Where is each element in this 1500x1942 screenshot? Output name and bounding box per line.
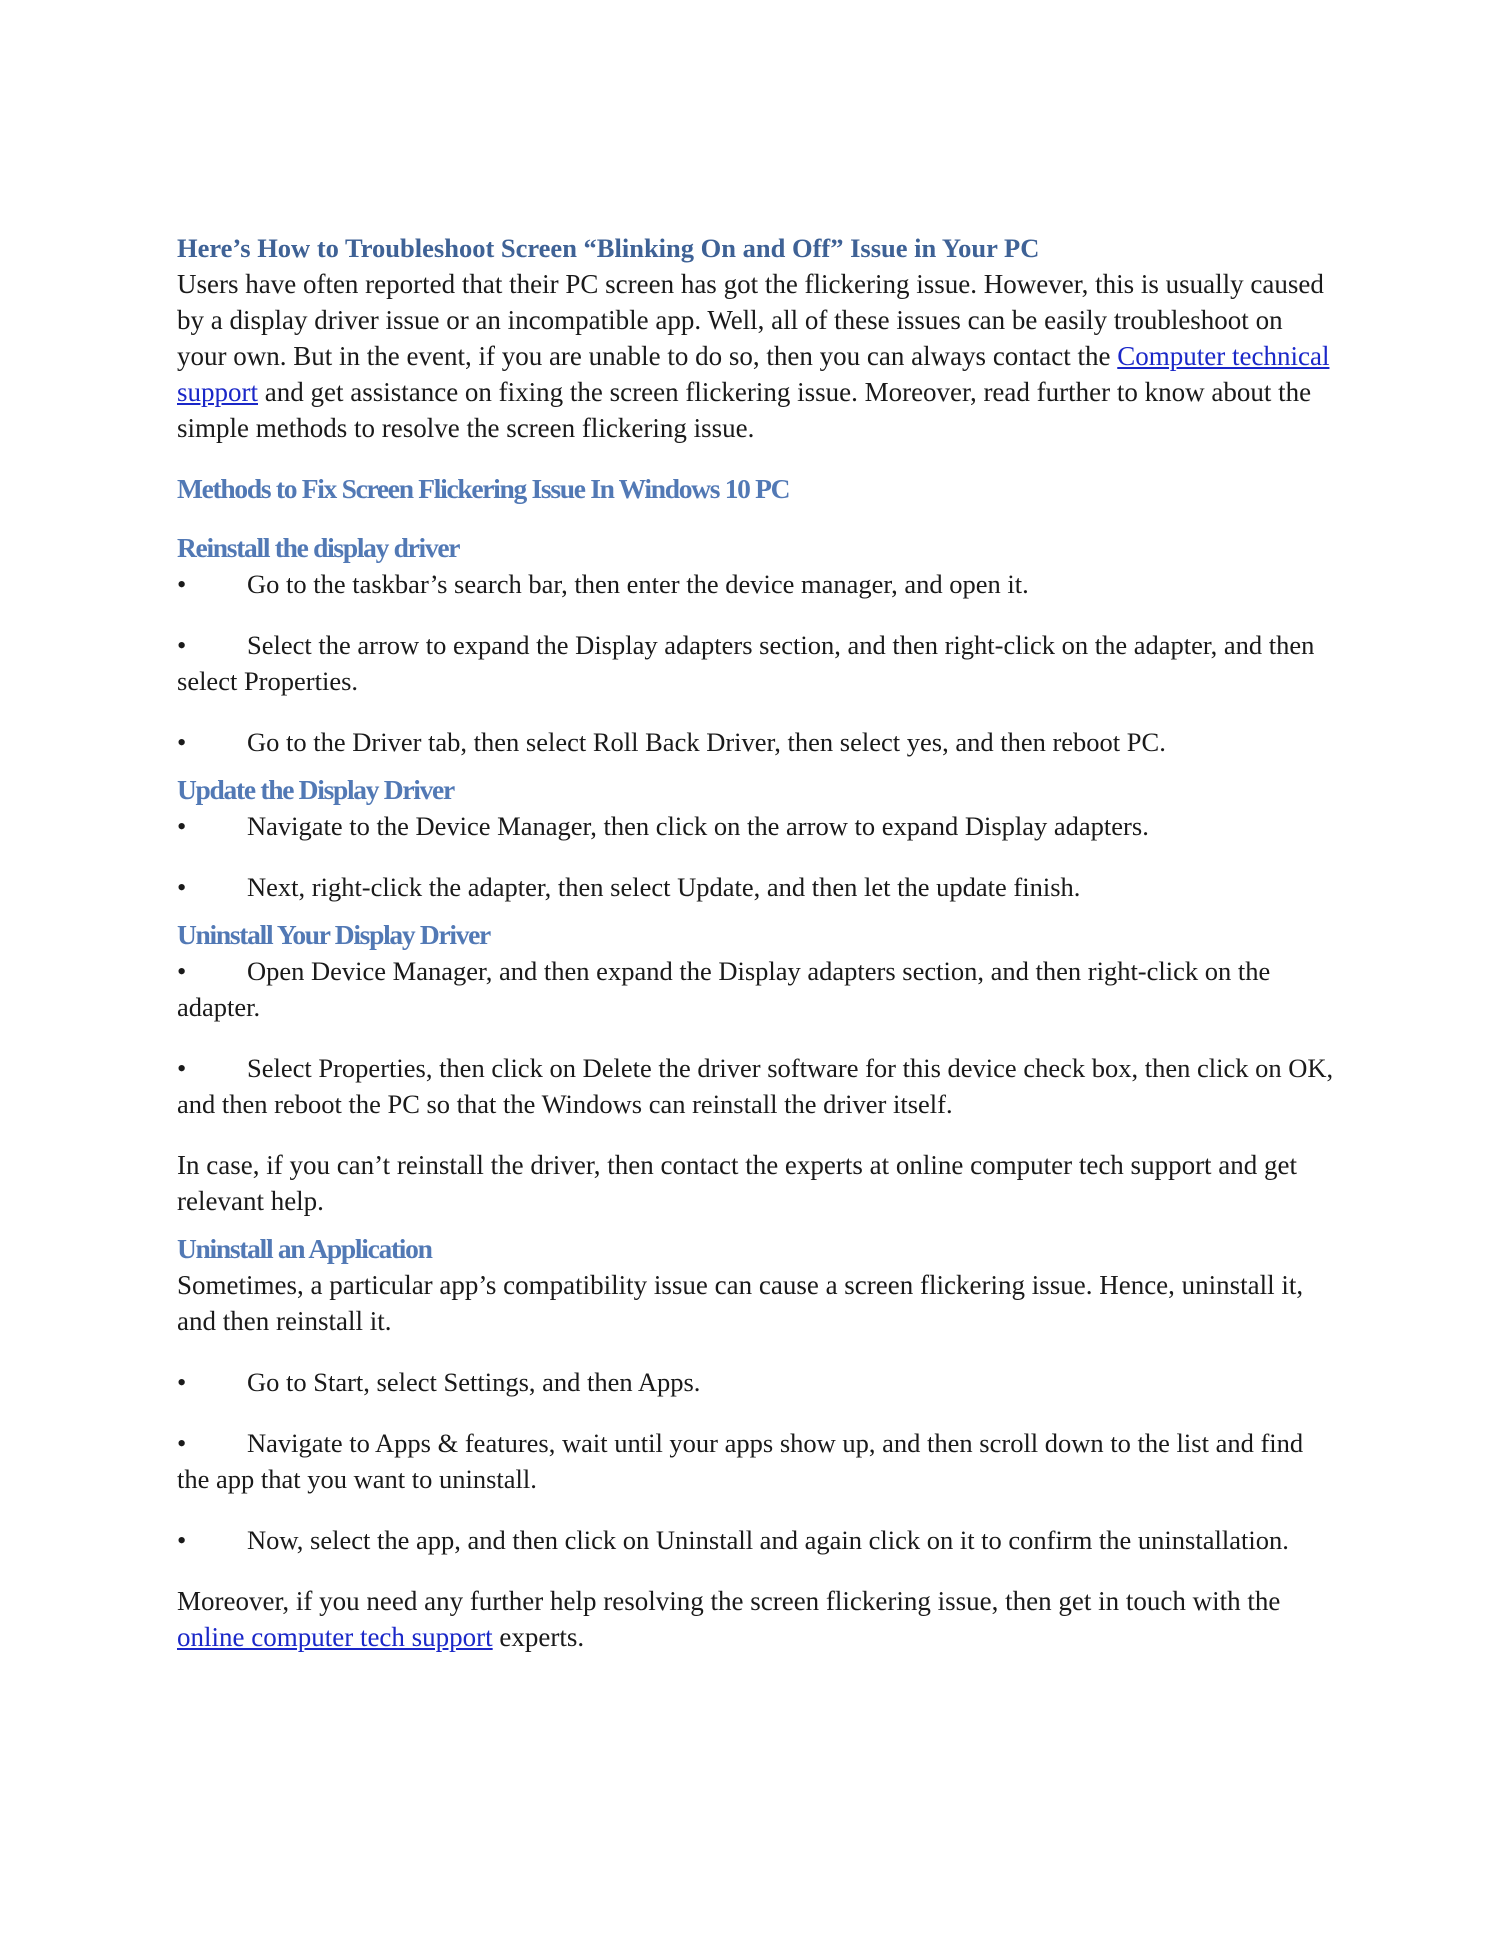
list-item-text: Next, right-click the adapter, then select Update, and then let the update finish.	[247, 872, 1081, 902]
list-item-text: Open Device Manager, and then expand the Display adapters section, and then right-click on the adapter.	[177, 956, 1271, 1022]
list-item	[177, 1522, 1337, 1558]
list-item	[177, 627, 1337, 699]
update-driver-heading: Update the Display Driver	[177, 774, 454, 805]
closing-text-end: experts.	[492, 1622, 585, 1652]
list-item-text: Navigate to Apps & features, wait until your apps show up, and then scroll down to the list and find the app that you want to uninstall.	[177, 1428, 1304, 1494]
list-item	[177, 953, 1337, 1025]
list-item-text: Go to Start, select Settings, and then Apps.	[247, 1367, 701, 1397]
uninstall-driver-heading: Uninstall Your Display Driver	[177, 919, 490, 950]
online-computer-tech-support-link[interactable]: online computer tech support	[177, 1622, 493, 1652]
list-item-text: Navigate to the Device Manager, then click on the arrow to expand Display adapters.	[247, 811, 1149, 841]
reinstall-driver-heading: Reinstall the display driver	[177, 532, 460, 563]
document-page	[177, 230, 1337, 1655]
document-title: Here’s How to Troubleshoot Screen “Blinking On and Off” Issue in Your PC	[177, 233, 1040, 263]
intro-text-end: and get assistance on fixing the screen flickering issue. Moreover, read further to know about the simple methods to resolve the screen flickering issue.	[177, 377, 1312, 443]
list-item	[177, 1364, 1337, 1400]
bullet-icon: •	[177, 956, 187, 986]
bullet-icon: •	[177, 872, 187, 902]
list-item-text: Now, select the app, and then click on Uninstall and again click on it to confirm the uninstallation.	[247, 1525, 1289, 1555]
bullet-icon: •	[177, 811, 187, 841]
bullet-icon: •	[177, 1428, 187, 1458]
list-item	[177, 724, 1337, 760]
closing-paragraph	[177, 1583, 1337, 1655]
bullet-icon: •	[177, 1053, 187, 1083]
list-item	[177, 808, 1337, 844]
list-item	[177, 566, 1337, 602]
list-item-text: Go to the taskbar’s search bar, then enter the device manager, and open it.	[247, 569, 1029, 599]
bullet-icon: •	[177, 1367, 187, 1397]
list-item-text: Select the arrow to expand the Display adapters section, and then right-click on the adapter, and then select Properties.	[177, 630, 1315, 696]
computer-technical-support-link[interactable]: Computer technical support	[177, 341, 1330, 407]
list-item-text: Go to the Driver tab, then select Roll Back Driver, then select yes, and then reboot PC.	[247, 727, 1166, 757]
bullet-icon: •	[177, 569, 187, 599]
intro-text-start: Users have often reported that their PC screen has got the flickering issue. However, this is usually caused by a display driver issue or an incompatible app. Well, all of these issues can be easily troubleshoot on your own. But in the event, if you are unable to do so, then you can always contact the	[177, 269, 1324, 371]
list-item	[177, 869, 1337, 905]
uninstall-driver-note: In case, if you can’t reinstall the driver, then contact the experts at online computer tech support and get relevant help.	[177, 1150, 1298, 1216]
bullet-icon: •	[177, 727, 187, 757]
uninstall-app-intro: Sometimes, a particular app’s compatibility issue can cause a screen flickering issue. Hence, uninstall it, and then reinstall it.	[177, 1270, 1304, 1336]
list-item	[177, 1425, 1337, 1497]
closing-text-start: Moreover, if you need any further help resolving the screen flickering issue, then get in touch with the	[177, 1586, 1281, 1616]
bullet-icon: •	[177, 1525, 187, 1555]
list-item	[177, 1050, 1337, 1122]
methods-heading: Methods to Fix Screen Flickering Issue In Windows 10 PC	[177, 473, 790, 504]
bullet-icon: •	[177, 630, 187, 660]
list-item-text: Select Properties, then click on Delete the driver software for this device check box, then click on OK, and then reboot the PC so that the Windows can reinstall the driver itself.	[177, 1053, 1334, 1119]
uninstall-app-heading: Uninstall an Application	[177, 1233, 432, 1264]
intro-paragraph	[177, 266, 1337, 446]
